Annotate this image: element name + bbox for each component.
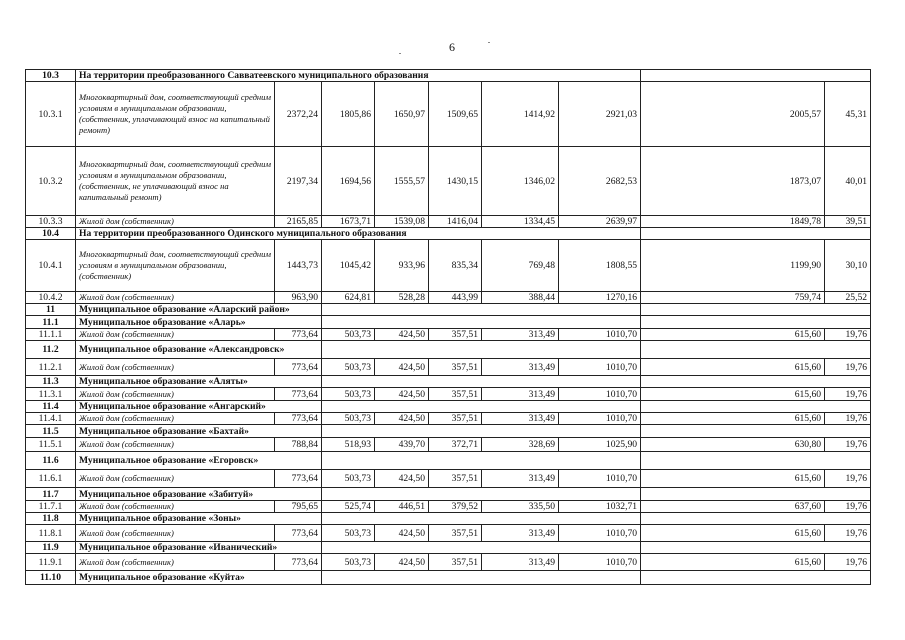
section-title: На территории преобразованного Савватеевского муниципального образования xyxy=(76,70,641,82)
value-cell: 1199,90 xyxy=(641,240,825,292)
table-row xyxy=(26,438,871,452)
value-cell: 835,34 xyxy=(429,240,482,292)
row-code: 11.5 xyxy=(26,425,76,438)
value-cell: 2372,24 xyxy=(275,82,322,147)
row-code: 10.3.2 xyxy=(26,147,76,216)
section-row xyxy=(26,70,871,82)
section-title: Муниципальное образование «Аларский район» xyxy=(76,304,322,316)
value-cell: 2165,85 xyxy=(275,216,322,228)
value-cell: 503,73 xyxy=(322,554,375,571)
value-cell: 357,51 xyxy=(429,388,482,401)
value-cell: 1694,56 xyxy=(322,147,375,216)
value-cell: 2639,97 xyxy=(559,216,641,228)
value-cell: 1010,70 xyxy=(559,554,641,571)
value-cell: 1443,73 xyxy=(275,240,322,292)
value-cell: 39,51 xyxy=(825,216,871,228)
value-cell: 1416,04 xyxy=(429,216,482,228)
row-description: Жилой дом (собственник) xyxy=(76,292,275,304)
empty-cell xyxy=(641,228,871,240)
value-cell: 388,44 xyxy=(482,292,559,304)
value-cell: 795,65 xyxy=(275,501,322,513)
value-cell: 1010,70 xyxy=(559,413,641,425)
table-row xyxy=(26,413,871,425)
value-cell: 615,60 xyxy=(641,470,825,488)
row-description: Жилой дом (собственник) xyxy=(76,388,275,401)
value-cell: 372,71 xyxy=(429,438,482,452)
section-row xyxy=(26,542,871,554)
empty-cell xyxy=(322,452,641,470)
empty-cell xyxy=(322,488,641,501)
table-row xyxy=(26,240,871,292)
value-cell: 439,70 xyxy=(375,438,429,452)
section-title: На территории преобразованного Одинского муниципального образования xyxy=(76,228,641,240)
empty-cell xyxy=(641,542,871,554)
page-number: 6 xyxy=(449,40,455,54)
value-cell: 1414,92 xyxy=(482,82,559,147)
row-code: 11.4.1 xyxy=(26,413,76,425)
row-description: Жилой дом (собственник) xyxy=(76,329,275,341)
empty-cell xyxy=(322,425,641,438)
value-cell: 615,60 xyxy=(641,359,825,376)
section-title: Муниципальное образование «Аларь» xyxy=(76,316,322,329)
value-cell: 773,64 xyxy=(275,470,322,488)
row-code: 11.1.1 xyxy=(26,329,76,341)
value-cell: 933,96 xyxy=(375,240,429,292)
empty-cell xyxy=(641,341,871,359)
value-cell: 1010,70 xyxy=(559,388,641,401)
table-row xyxy=(26,147,871,216)
table-row xyxy=(26,359,871,376)
section-row xyxy=(26,425,871,438)
value-cell: 40,01 xyxy=(825,147,871,216)
section-row xyxy=(26,571,871,585)
value-cell: 963,90 xyxy=(275,292,322,304)
row-description: Жилой дом (собственник) xyxy=(76,470,275,488)
section-row xyxy=(26,452,871,470)
value-cell: 424,50 xyxy=(375,554,429,571)
value-cell: 313,49 xyxy=(482,359,559,376)
value-cell: 446,51 xyxy=(375,501,429,513)
section-title: Муниципальное образование «Иванический» xyxy=(76,542,322,554)
value-cell: 357,51 xyxy=(429,525,482,542)
value-cell: 1346,02 xyxy=(482,147,559,216)
row-description: Многоквартирный дом, соответствующий средним условиям в муниципальном образовании, (собственник, уплачивающий взнос на капитальный ремонт) xyxy=(76,82,275,147)
value-cell: 2197,34 xyxy=(275,147,322,216)
value-cell: 19,76 xyxy=(825,413,871,425)
empty-cell xyxy=(322,571,641,585)
value-cell: 615,60 xyxy=(641,413,825,425)
empty-cell xyxy=(641,571,871,585)
section-row xyxy=(26,488,871,501)
row-description: Жилой дом (собственник) xyxy=(76,216,275,228)
row-code: 11.4 xyxy=(26,401,76,413)
value-cell: 1873,07 xyxy=(641,147,825,216)
value-cell: 788,84 xyxy=(275,438,322,452)
empty-cell xyxy=(322,316,641,329)
value-cell: 19,76 xyxy=(825,525,871,542)
row-code: 11.9 xyxy=(26,542,76,554)
row-code: 11.2.1 xyxy=(26,359,76,376)
value-cell: 45,31 xyxy=(825,82,871,147)
value-cell: 2005,57 xyxy=(641,82,825,147)
table-row xyxy=(26,470,871,488)
row-code: 11.7 xyxy=(26,488,76,501)
empty-cell xyxy=(641,316,871,329)
table-row xyxy=(26,501,871,513)
empty-cell xyxy=(641,513,871,525)
value-cell: 328,69 xyxy=(482,438,559,452)
table-row xyxy=(26,329,871,341)
value-cell: 19,76 xyxy=(825,554,871,571)
row-code: 11.2 xyxy=(26,341,76,359)
value-cell: 518,93 xyxy=(322,438,375,452)
table-body xyxy=(26,70,871,585)
value-cell: 19,76 xyxy=(825,388,871,401)
value-cell: 1334,45 xyxy=(482,216,559,228)
value-cell: 773,64 xyxy=(275,388,322,401)
value-cell: 19,76 xyxy=(825,470,871,488)
row-description: Жилой дом (собственник) xyxy=(76,554,275,571)
row-code: 10.4.1 xyxy=(26,240,76,292)
value-cell: 357,51 xyxy=(429,359,482,376)
row-code: 10.4.2 xyxy=(26,292,76,304)
value-cell: 1849,78 xyxy=(641,216,825,228)
value-cell: 503,73 xyxy=(322,525,375,542)
value-cell: 19,76 xyxy=(825,501,871,513)
value-cell: 424,50 xyxy=(375,470,429,488)
section-row xyxy=(26,401,871,413)
section-row xyxy=(26,228,871,240)
value-cell: 1270,16 xyxy=(559,292,641,304)
value-cell: 624,81 xyxy=(322,292,375,304)
empty-cell xyxy=(641,488,871,501)
value-cell: 615,60 xyxy=(641,525,825,542)
value-cell: 528,28 xyxy=(375,292,429,304)
value-cell: 1430,15 xyxy=(429,147,482,216)
table-row xyxy=(26,292,871,304)
value-cell: 357,51 xyxy=(429,470,482,488)
value-cell: 424,50 xyxy=(375,359,429,376)
section-title: Муниципальное образование «Забитуй» xyxy=(76,488,322,501)
value-cell: 630,80 xyxy=(641,438,825,452)
row-code: 11.7.1 xyxy=(26,501,76,513)
scan-speck xyxy=(488,42,490,43)
table-row xyxy=(26,216,871,228)
row-description: Жилой дом (собственник) xyxy=(76,359,275,376)
value-cell: 1032,71 xyxy=(559,501,641,513)
value-cell: 30,10 xyxy=(825,240,871,292)
value-cell: 357,51 xyxy=(429,413,482,425)
empty-cell xyxy=(641,452,871,470)
row-code: 11.8.1 xyxy=(26,525,76,542)
row-description: Жилой дом (собственник) xyxy=(76,525,275,542)
section-title: Муниципальное образование «Аляты» xyxy=(76,376,322,388)
value-cell: 1045,42 xyxy=(322,240,375,292)
row-description: Жилой дом (собственник) xyxy=(76,501,275,513)
value-cell: 379,52 xyxy=(429,501,482,513)
value-cell: 1010,70 xyxy=(559,470,641,488)
section-row xyxy=(26,341,871,359)
row-code: 11.3 xyxy=(26,376,76,388)
value-cell: 503,73 xyxy=(322,329,375,341)
row-code: 11.1 xyxy=(26,316,76,329)
value-cell: 335,50 xyxy=(482,501,559,513)
section-title: Муниципальное образование «Куйта» xyxy=(76,571,322,585)
empty-cell xyxy=(322,341,641,359)
value-cell: 615,60 xyxy=(641,554,825,571)
value-cell: 1025,90 xyxy=(559,438,641,452)
section-row xyxy=(26,513,871,525)
value-cell: 1509,65 xyxy=(429,82,482,147)
value-cell: 637,60 xyxy=(641,501,825,513)
row-code: 10.3.3 xyxy=(26,216,76,228)
empty-cell xyxy=(322,513,641,525)
scan-speck xyxy=(399,53,401,54)
table-row xyxy=(26,82,871,147)
row-description: Жилой дом (собственник) xyxy=(76,413,275,425)
tariff-table xyxy=(25,69,871,585)
empty-cell xyxy=(641,70,871,82)
value-cell: 525,74 xyxy=(322,501,375,513)
value-cell: 1805,86 xyxy=(322,82,375,147)
value-cell: 503,73 xyxy=(322,388,375,401)
value-cell: 313,49 xyxy=(482,525,559,542)
table-row xyxy=(26,554,871,571)
row-code: 10.3.1 xyxy=(26,82,76,147)
value-cell: 424,50 xyxy=(375,388,429,401)
value-cell: 357,51 xyxy=(429,329,482,341)
value-cell: 2682,53 xyxy=(559,147,641,216)
value-cell: 424,50 xyxy=(375,329,429,341)
value-cell: 313,49 xyxy=(482,413,559,425)
section-title: Муниципальное образование «Бахтай» xyxy=(76,425,322,438)
value-cell: 615,60 xyxy=(641,329,825,341)
value-cell: 773,64 xyxy=(275,359,322,376)
value-cell: 1010,70 xyxy=(559,525,641,542)
value-cell: 313,49 xyxy=(482,388,559,401)
empty-cell xyxy=(641,401,871,413)
table-row xyxy=(26,525,871,542)
row-code: 11.6 xyxy=(26,452,76,470)
value-cell: 424,50 xyxy=(375,525,429,542)
value-cell: 503,73 xyxy=(322,470,375,488)
row-code: 11.6.1 xyxy=(26,470,76,488)
empty-cell xyxy=(322,401,641,413)
empty-cell xyxy=(641,304,871,316)
empty-cell xyxy=(322,376,641,388)
section-title: Муниципальное образование «Александровск» xyxy=(76,341,322,359)
value-cell: 313,49 xyxy=(482,554,559,571)
value-cell: 759,74 xyxy=(641,292,825,304)
value-cell: 313,49 xyxy=(482,470,559,488)
row-code: 11.9.1 xyxy=(26,554,76,571)
value-cell: 773,64 xyxy=(275,525,322,542)
value-cell: 443,99 xyxy=(429,292,482,304)
value-cell: 313,49 xyxy=(482,329,559,341)
section-title: Муниципальное образование «Егоровск» xyxy=(76,452,322,470)
row-description: Многоквартирный дом, соответствующий средним условиям в муниципальном образовании, (собственник, не уплачивающий взнос на капитальный ремонт) xyxy=(76,147,275,216)
value-cell: 615,60 xyxy=(641,388,825,401)
row-description: Жилой дом (собственник) xyxy=(76,438,275,452)
value-cell: 503,73 xyxy=(322,359,375,376)
section-row xyxy=(26,304,871,316)
empty-cell xyxy=(641,376,871,388)
value-cell: 1555,57 xyxy=(375,147,429,216)
value-cell: 19,76 xyxy=(825,438,871,452)
value-cell: 1673,71 xyxy=(322,216,375,228)
value-cell: 25,52 xyxy=(825,292,871,304)
value-cell: 424,50 xyxy=(375,413,429,425)
value-cell: 2921,03 xyxy=(559,82,641,147)
row-code: 10.3 xyxy=(26,70,76,82)
value-cell: 773,64 xyxy=(275,329,322,341)
value-cell: 1539,08 xyxy=(375,216,429,228)
value-cell: 769,48 xyxy=(482,240,559,292)
section-title: Муниципальное образование «Зоны» xyxy=(76,513,322,525)
value-cell: 1808,55 xyxy=(559,240,641,292)
value-cell: 1010,70 xyxy=(559,359,641,376)
section-title: Муниципальное образование «Ангарский» xyxy=(76,401,322,413)
table-row xyxy=(26,388,871,401)
value-cell: 1010,70 xyxy=(559,329,641,341)
row-code: 11.5.1 xyxy=(26,438,76,452)
row-code: 11.8 xyxy=(26,513,76,525)
empty-cell xyxy=(322,304,641,316)
row-code: 11.3.1 xyxy=(26,388,76,401)
value-cell: 773,64 xyxy=(275,554,322,571)
value-cell: 357,51 xyxy=(429,554,482,571)
section-row xyxy=(26,316,871,329)
row-description: Многоквартирный дом, соответствующий средним условиям в муниципальном образовании, (собственник) xyxy=(76,240,275,292)
value-cell: 19,76 xyxy=(825,359,871,376)
value-cell: 503,73 xyxy=(322,413,375,425)
value-cell: 773,64 xyxy=(275,413,322,425)
row-code: 11.10 xyxy=(26,571,76,585)
row-code: 11 xyxy=(26,304,76,316)
empty-cell xyxy=(641,425,871,438)
section-row xyxy=(26,376,871,388)
row-code: 10.4 xyxy=(26,228,76,240)
value-cell: 19,76 xyxy=(825,329,871,341)
empty-cell xyxy=(322,542,641,554)
value-cell: 1650,97 xyxy=(375,82,429,147)
